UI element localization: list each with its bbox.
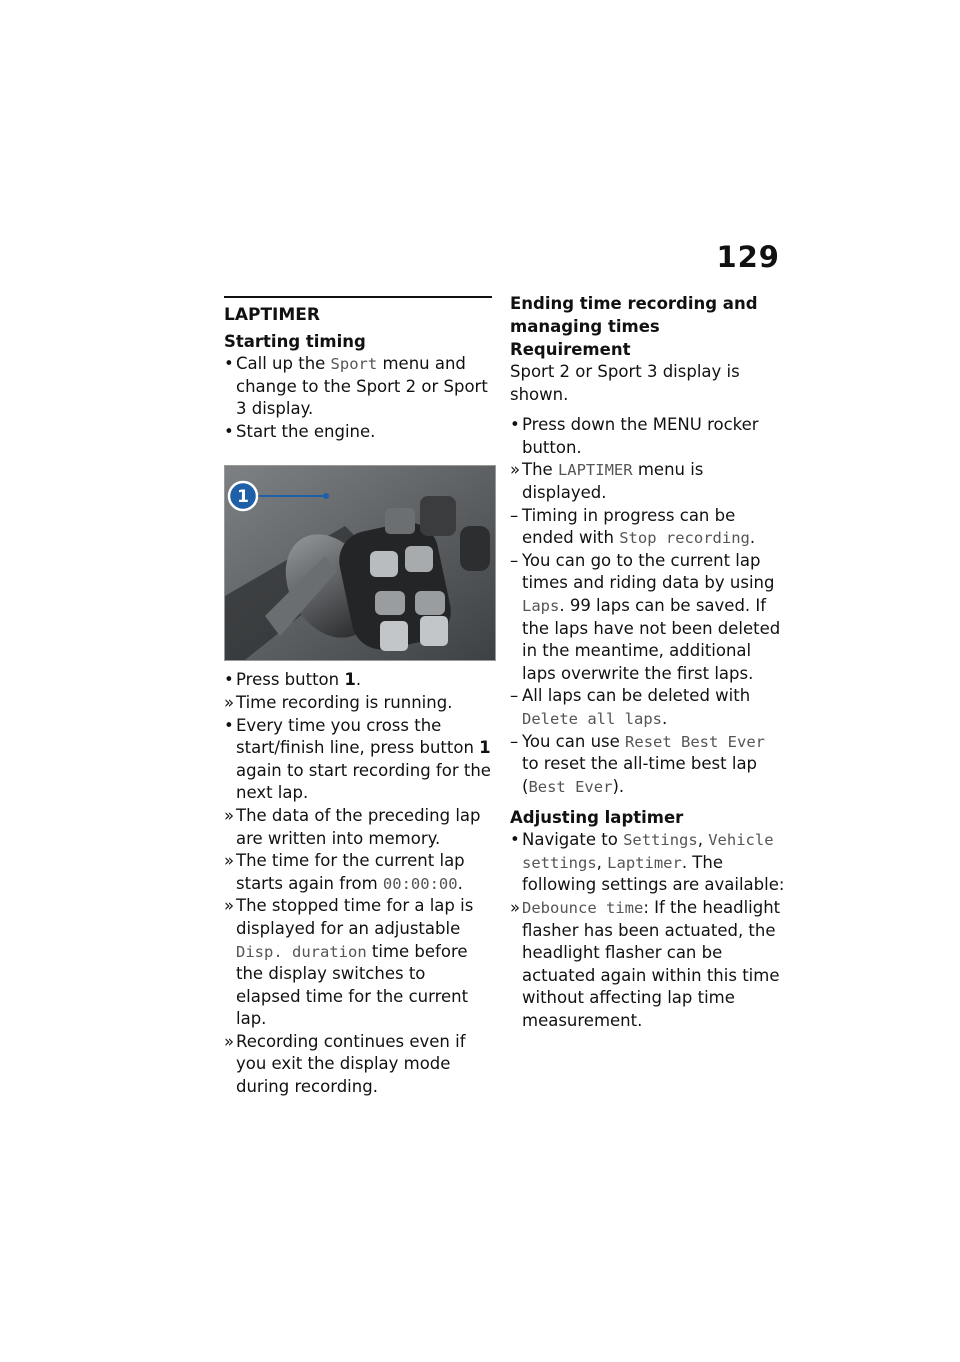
bullet-marker: • bbox=[510, 415, 520, 435]
menu-term: Disp. duration bbox=[236, 942, 367, 961]
section-rule bbox=[224, 296, 492, 298]
bullet-marker: • bbox=[510, 830, 520, 850]
step-text: The data of the preceding lap are written into memory. bbox=[236, 805, 481, 848]
list-item bbox=[224, 715, 494, 805]
step-text: . The following settings are available: bbox=[522, 852, 785, 895]
step-text: Time recording is running. bbox=[236, 692, 453, 712]
steps-list-3 bbox=[510, 414, 785, 798]
menu-term: LAPTIMER bbox=[557, 461, 633, 480]
step-text: Start the engine. bbox=[236, 421, 376, 441]
list-item bbox=[510, 459, 785, 504]
step-text: The time for the current lap starts again from bbox=[236, 851, 465, 893]
bullet-marker: » bbox=[510, 898, 521, 918]
bullet-marker: » bbox=[224, 851, 235, 871]
list-item bbox=[510, 414, 785, 459]
menu-term: Stop recording bbox=[619, 529, 750, 548]
step-text: , bbox=[596, 852, 608, 872]
bullet-marker: – bbox=[510, 686, 519, 706]
bullet-marker: » bbox=[224, 1031, 235, 1051]
step-text: Timing in progress can be ended with bbox=[522, 505, 736, 548]
step-text: The bbox=[522, 460, 558, 480]
bullet-marker: – bbox=[510, 731, 519, 751]
menu-term: Laptimer bbox=[607, 853, 682, 872]
list-item bbox=[224, 692, 494, 715]
handlebar-switch-illustration bbox=[225, 466, 495, 660]
bullet-marker: » bbox=[224, 692, 235, 712]
bullet-marker: » bbox=[510, 460, 521, 480]
step-text: . bbox=[355, 670, 362, 690]
requirement-heading: Requirement bbox=[510, 340, 631, 359]
right-column bbox=[510, 292, 785, 1033]
step-text: . bbox=[661, 708, 668, 728]
bullet-marker: – bbox=[510, 505, 519, 525]
step-text: ). bbox=[612, 776, 625, 796]
step-text: : If the headlight flasher has been actuated, the headlight flasher can be actuated again within this time without affecting lap time measurement. bbox=[522, 898, 781, 1031]
menu-term: Reset Best Ever bbox=[625, 732, 766, 751]
menu-term: 00:00:00 bbox=[382, 874, 458, 893]
menu-term: Delete all laps bbox=[522, 709, 662, 728]
list-item bbox=[224, 669, 494, 692]
step-text: , bbox=[697, 830, 709, 850]
step-text: time before the display switches to elapsed time for the current lap. bbox=[236, 941, 469, 1029]
callout-label: 1 bbox=[237, 487, 249, 508]
section-heading: Ending time recording and managing times bbox=[510, 294, 758, 336]
list-item bbox=[224, 850, 494, 895]
steps-list-4 bbox=[510, 829, 785, 1032]
list-item bbox=[510, 685, 785, 730]
menu-term: Sport bbox=[330, 355, 378, 373]
list-item bbox=[510, 731, 785, 799]
step-text: to reset the all-time best lap ( bbox=[522, 754, 758, 796]
menu-term: Settings bbox=[623, 831, 698, 850]
left-column bbox=[224, 296, 494, 1099]
bullet-marker: » bbox=[224, 805, 235, 825]
list-item bbox=[224, 805, 494, 850]
bullet-marker: • bbox=[224, 715, 234, 735]
bullet-marker: • bbox=[224, 421, 234, 441]
list-item bbox=[224, 421, 494, 444]
step-text: The stopped time for a lap is displayed for an adjustable bbox=[236, 896, 474, 938]
bullet-marker: • bbox=[224, 670, 234, 690]
requirement-text: Sport 2 or Sport 3 display is shown. bbox=[510, 362, 740, 404]
list-item bbox=[510, 897, 785, 1033]
menu-term: Best Ever bbox=[528, 777, 613, 796]
step-text: Press button bbox=[236, 670, 345, 690]
step-text: . bbox=[457, 873, 463, 893]
step-text: You can use bbox=[522, 731, 626, 751]
step-text: You can go to the current lap times and riding data by using bbox=[522, 550, 775, 593]
button-ref: 1 bbox=[479, 738, 491, 758]
step-text: menu is displayed. bbox=[522, 460, 704, 502]
step-text: Every time you cross the start/finish line, press button bbox=[236, 715, 480, 758]
page-number: 129 bbox=[716, 240, 780, 274]
step-text: again to start recording for the next lap. bbox=[236, 760, 491, 803]
list-item bbox=[510, 505, 785, 550]
step-text: Press down the MENU rocker button. bbox=[522, 415, 759, 457]
step-text: . bbox=[749, 528, 756, 548]
adjusting-heading: Adjusting laptimer bbox=[510, 808, 684, 828]
step-text: menu and change to the Sport 2 or Sport 3 display. bbox=[236, 354, 488, 419]
list-item bbox=[224, 895, 494, 1031]
bullet-marker: • bbox=[224, 354, 234, 373]
step-text: Navigate to bbox=[522, 830, 624, 850]
steps-list bbox=[224, 353, 494, 443]
step-text: All laps can be deleted with bbox=[522, 686, 751, 706]
list-item bbox=[510, 550, 785, 686]
menu-term: Laps bbox=[522, 596, 560, 615]
steps-list-2 bbox=[224, 669, 494, 1098]
list-item bbox=[510, 829, 785, 897]
step-text: Call up the bbox=[236, 354, 331, 373]
menu-term: Vehicle settings bbox=[522, 831, 774, 872]
section-title: LAPTIMER bbox=[224, 305, 320, 325]
handlebar-switch-figure bbox=[224, 465, 496, 661]
step-text: Recording continues even if you exit the display mode during recording. bbox=[236, 1031, 466, 1097]
bullet-marker: » bbox=[224, 896, 235, 916]
list-item bbox=[224, 1031, 494, 1099]
step-text: . 99 laps can be saved. If the laps have not been deleted in the meantime, additional laps overwrite the first laps. bbox=[522, 595, 781, 683]
menu-term: Debounce time bbox=[522, 899, 644, 918]
bullet-marker: – bbox=[510, 550, 519, 570]
subsection-title: Starting timing bbox=[224, 332, 366, 351]
list-item bbox=[224, 353, 494, 421]
button-ref: 1 bbox=[344, 670, 356, 690]
